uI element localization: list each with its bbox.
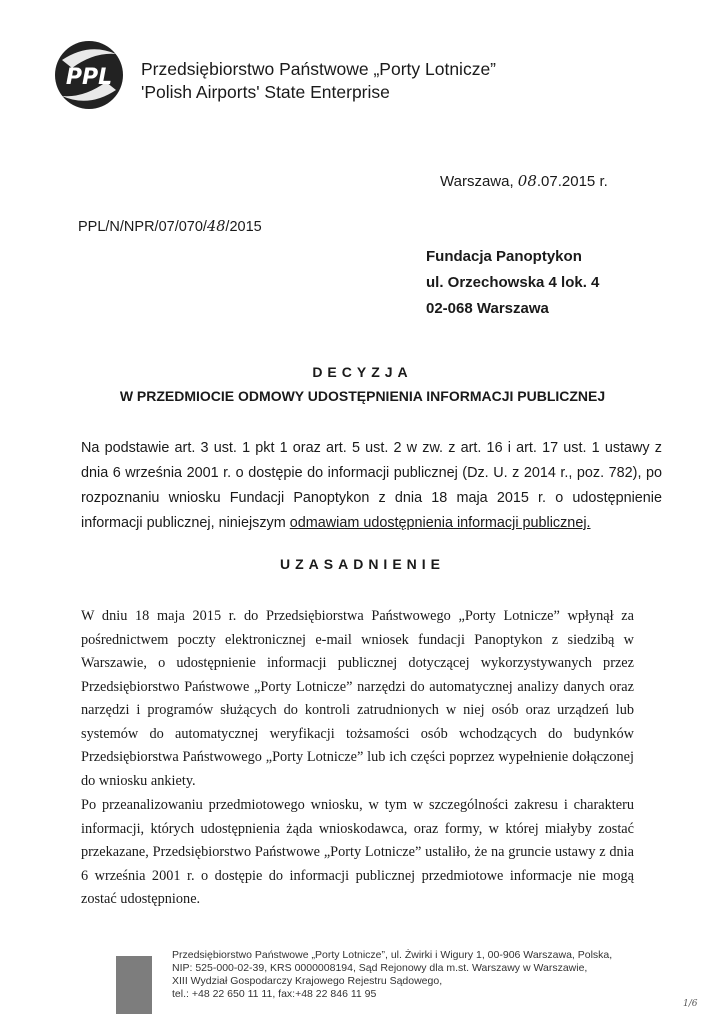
date-day-handwritten: 08 bbox=[517, 172, 537, 190]
justification-paragraph-2: Po przeanalizowaniu przedmiotowego wniosku, w tym w szczególności zakresu i charakteru informacji, których udostępnienia żąda wnioskodawca, oraz formy, w której miałyby zostać przekazane, Przedsiębiorstwo Państwowe „Porty Lotnicze” ustaliło, że na gruncie ustawy z dnia 6 września 2001 r. o dostępie do informacji publicznej przedmiotowe informacje nie mogą zostać udostępnione. bbox=[81, 797, 634, 907]
footer-company-info bbox=[172, 949, 612, 1001]
page-mark: 1/6 bbox=[683, 999, 698, 1009]
date-suffix: .07.2015 r. bbox=[536, 173, 608, 190]
decision-paragraph bbox=[81, 436, 662, 536]
organization-name bbox=[141, 58, 496, 104]
footer-line-1: Przedsiębiorstwo Państwowe „Porty Lotnicze”, ul. Żwirki i Wigury 1, 00-906 Warszawa, Polska, bbox=[172, 949, 613, 961]
decision-title: DECYZJA bbox=[312, 364, 413, 380]
decision-subject: W PRZEDMIOCIE ODMOWY UDOSTĘPNIENIA INFORMACJI PUBLICZNEJ bbox=[119, 388, 606, 404]
logo-text: PPL bbox=[65, 65, 113, 90]
footer-line-3: XIII Wydział Gospodarczy Krajowego Rejestru Sądowego, bbox=[172, 975, 443, 987]
addressee-city: 02-068 Warszawa bbox=[426, 300, 549, 317]
addressee-name: Fundacja Panoptykon bbox=[426, 248, 582, 265]
decision-underlined-text: odmawiam udostępnienia informacji publicznej. bbox=[289, 515, 591, 531]
footer-gray-block bbox=[116, 956, 152, 1014]
date-line bbox=[440, 172, 608, 190]
reference-number-handwritten: 48 bbox=[206, 219, 226, 235]
reference-number bbox=[78, 219, 262, 235]
addressee-street: ul. Orzechowska 4 lok. 4 bbox=[426, 274, 600, 291]
footer-line-2: NIP: 525-000-02-39, KRS 0000008194, Sąd Rejonowy dla m.st. Warszawy w Warszawie, bbox=[172, 962, 588, 974]
reference-suffix: /2015 bbox=[225, 219, 262, 235]
org-name-english: 'Polish Airports' State Enterprise bbox=[141, 82, 390, 102]
date-prefix: Warszawa, bbox=[440, 173, 518, 190]
justification-title: UZASADNIENIE bbox=[279, 556, 445, 572]
justification-paragraph-1: W dniu 18 maja 2015 r. do Przedsiębiorstwa Państwowego „Porty Lotnicze” wpłynął za pośrednictwem poczty elektronicznej e-mail wniosek fundacji Panoptykon z siedzibą w Warszawie, o udostępnienie informacji publicznej dotyczącej wykorzystywanych przez Przedsiębiorstwo Państwowe „Porty Lotnicze” narzędzi do automatycznej analizy danych oraz narzędzi i programów służących do kontroli zatrudnionych w niej osób oraz urządzeń lub systemów do automatycznej weryfikacji tożsamości osób wchodzących do budynków Przedsiębiorstwa Państwowego „Porty Lotnicze” lub ich części poprzez wypełnienie dołączonej do wniosku ankiety. bbox=[81, 608, 634, 789]
reference-prefix: PPL/N/NPR/07/070/ bbox=[78, 219, 207, 235]
addressee-block bbox=[426, 244, 599, 322]
org-name-polish: Przedsiębiorstwo Państwowe „Porty Lotnicze” bbox=[141, 59, 497, 79]
decision-text: Na podstawie art. 3 ust. 1 pkt 1 oraz art. 5 ust. 2 w zw. z art. 16 i art. 17 ust. 1 ustawy z dnia 6 września 2001 r. o dostępie do informacji publicznej (Dz. U. z 2014 r., poz. 782), po rozpoznaniu wniosku Fundacji Panoptykon z dnia 18 maja 2015 r. o udostępnienie informacji publicznej, niniejszym bbox=[81, 440, 662, 531]
footer-line-4: tel.: +48 22 650 11 11, fax:+48 22 846 11 95 bbox=[172, 988, 377, 1000]
ppl-logo-icon bbox=[54, 40, 124, 110]
ppl-logo bbox=[54, 40, 124, 110]
